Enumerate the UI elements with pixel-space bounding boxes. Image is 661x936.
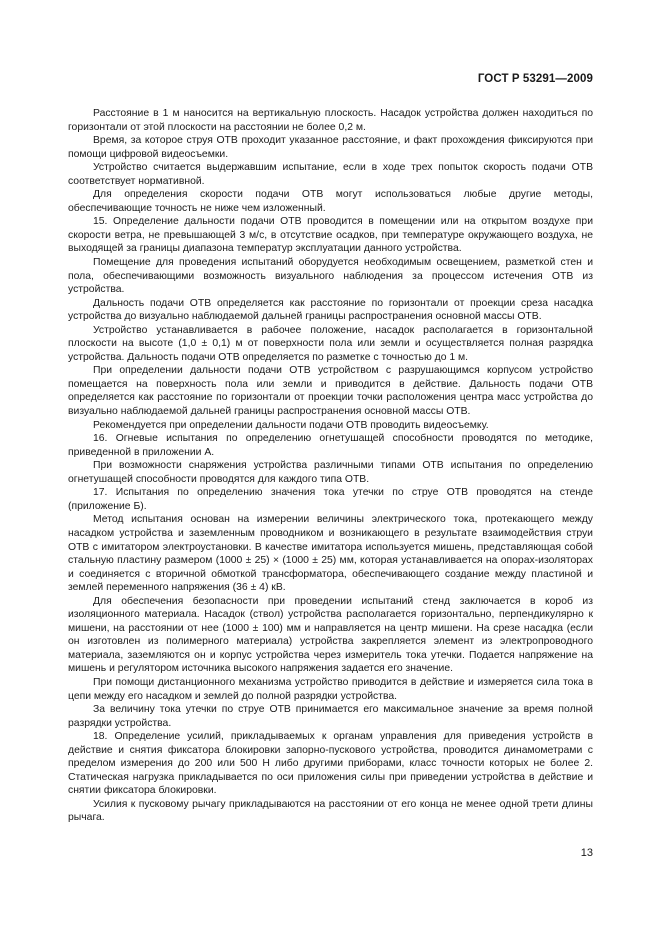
paragraph: Усилия к пусковому рычагу прикладываются на расстоянии от его конца не менее одной трети длины рычага.: [68, 798, 593, 824]
paragraph: При возможности снаряжения устройства различными типами ОТВ испытания по определению огнетушащей способности проводятся для каждого типа ОТВ.: [68, 460, 593, 485]
paragraph: Время, за которое струя ОТВ проходит указанное расстояние, и факт прохождения фиксируются при помощи цифровой видеосъемки.: [68, 135, 593, 160]
paragraph: Рекомендуется при определении дальности подачи ОТВ проводить видеосъемку.: [93, 419, 489, 431]
paragraph: Устройство устанавливается в рабочее положение, насадок располагается в горизонтальной плоскости на высоте (1,0 ± 0,1) м от поверхности пола или земли и осуществляется полная разрядка устройства. Дальность подачи ОТВ определяется по разметке с точностью до 1 м.: [68, 324, 593, 363]
document-body: [68, 107, 593, 825]
paragraph-section-18: 18. Определение усилий, прикладываемых к органам управления для приведения устройств в действие и снятия фиксатора блокировки запорно-пускового устройства, проводится динамометрами с пределом измерения до 200 или 500 Н либо другими приборами, класс точности которых не более 2. Статическая нагрузка прикладывается по оси приложения силы при приведении устройства в действие и снятии фиксатора блокировки.: [68, 731, 593, 797]
paragraph: Для обеспечения безопасности при проведении испытаний стенд заключается в короб из изоляционного материала. Насадок (ствол) устройства располагается горизонтально, перпендикулярно к мишени, на расстоянии от нее (1000 ± 100) мм и направляется на центр мишени. На срезе насадка (если он изготовлен из полимерного материала) устройства закрепляется элемент из электропроводного материала, заземляются он и корпус устройства через измеритель тока утечки. Подается напряжение на мишень и регулятором источника высокого напряжения задается его значение.: [68, 595, 593, 675]
paragraph: Помещение для проведения испытаний оборудуется необходимым освещением, разметкой стен и пола, обеспечивающими возможность визуального наблюдения за процессом истечения ОТВ из устройства.: [68, 257, 593, 296]
paragraph: При определении дальности подачи ОТВ устройством с разрушающимся корпусом устройство помещается на поверхность пола или земли и приводится в действие. Дальность подачи ОТВ определяется как расстояние по горизонтали от проекции точки расположения центра масс устройства до визуально наблюдаемой дальней границы распространения основной массы ОТВ.: [68, 365, 593, 418]
paragraph: При помощи дистанционного механизма устройство приводится в действие и измеряется сила тока в цепи между его насадком и землей до полной разрядки устройства.: [68, 676, 593, 702]
paragraph-section-15: 15. Определение дальности подачи ОТВ проводится в помещении или на открытом воздухе при скорости ветра, не превышающей 3 м/с, в отсутствие осадков, при температуре окружающего воздуха, не выходящей за границы диапазона температур эксплуатации данного устройства.: [68, 216, 593, 255]
standard-designation: ГОСТ Р 53291—2009: [477, 73, 593, 85]
paragraph: За величину тока утечки по струе ОТВ принимается его максимальное значение за время полной разрядки устройства.: [68, 704, 593, 729]
paragraph: Для определения скорости подачи ОТВ могут использоваться любые другие методы, обеспечивающие точность не ниже чем изложенный.: [68, 189, 593, 214]
paragraph-section-17: 17. Испытания по определению значения тока утечки по струе ОТВ проводятся на стенде (приложение Б).: [68, 487, 593, 512]
paragraph: Расстояние в 1 м наносится на вертикальную плоскость. Насадок устройства должен находиться по горизонтали от этой плоскости на расстоянии не более 0,2 м.: [68, 108, 593, 133]
paragraph: Метод испытания основан на измерении величины электрического тока, протекающего между насадком устройства и заземленным проводником и возникающего в результате взаимодействия струи ОТВ с имитатором электроустановки. В качестве имитатора используется мишень, представляющая собой стальную пластину размером (1000 ± 25) × (1000 ± 25) мм, которая устанавливается на опорах-изоляторах и соединяется с вторичной обмоткой трансформатора, обеспечивающего создание между пластиной и землей переменного напряжения (36 ± 4) кВ.: [68, 514, 593, 594]
paragraph-section-16: 16. Огневые испытания по определению огнетушащей способности проводятся по методике, приведенной в приложении А.: [68, 433, 593, 458]
paragraph: Устройство считается выдержавшим испытание, если в ходе трех попыток скорость подачи ОТВ соответствует нормативной.: [68, 162, 593, 187]
page-number: 13: [580, 847, 593, 859]
paragraph: Дальность подачи ОТВ определяется как расстояние по горизонтали от проекции среза насадка устройства до визуально наблюдаемой дальней границы распространения основной массы ОТВ.: [68, 297, 593, 323]
